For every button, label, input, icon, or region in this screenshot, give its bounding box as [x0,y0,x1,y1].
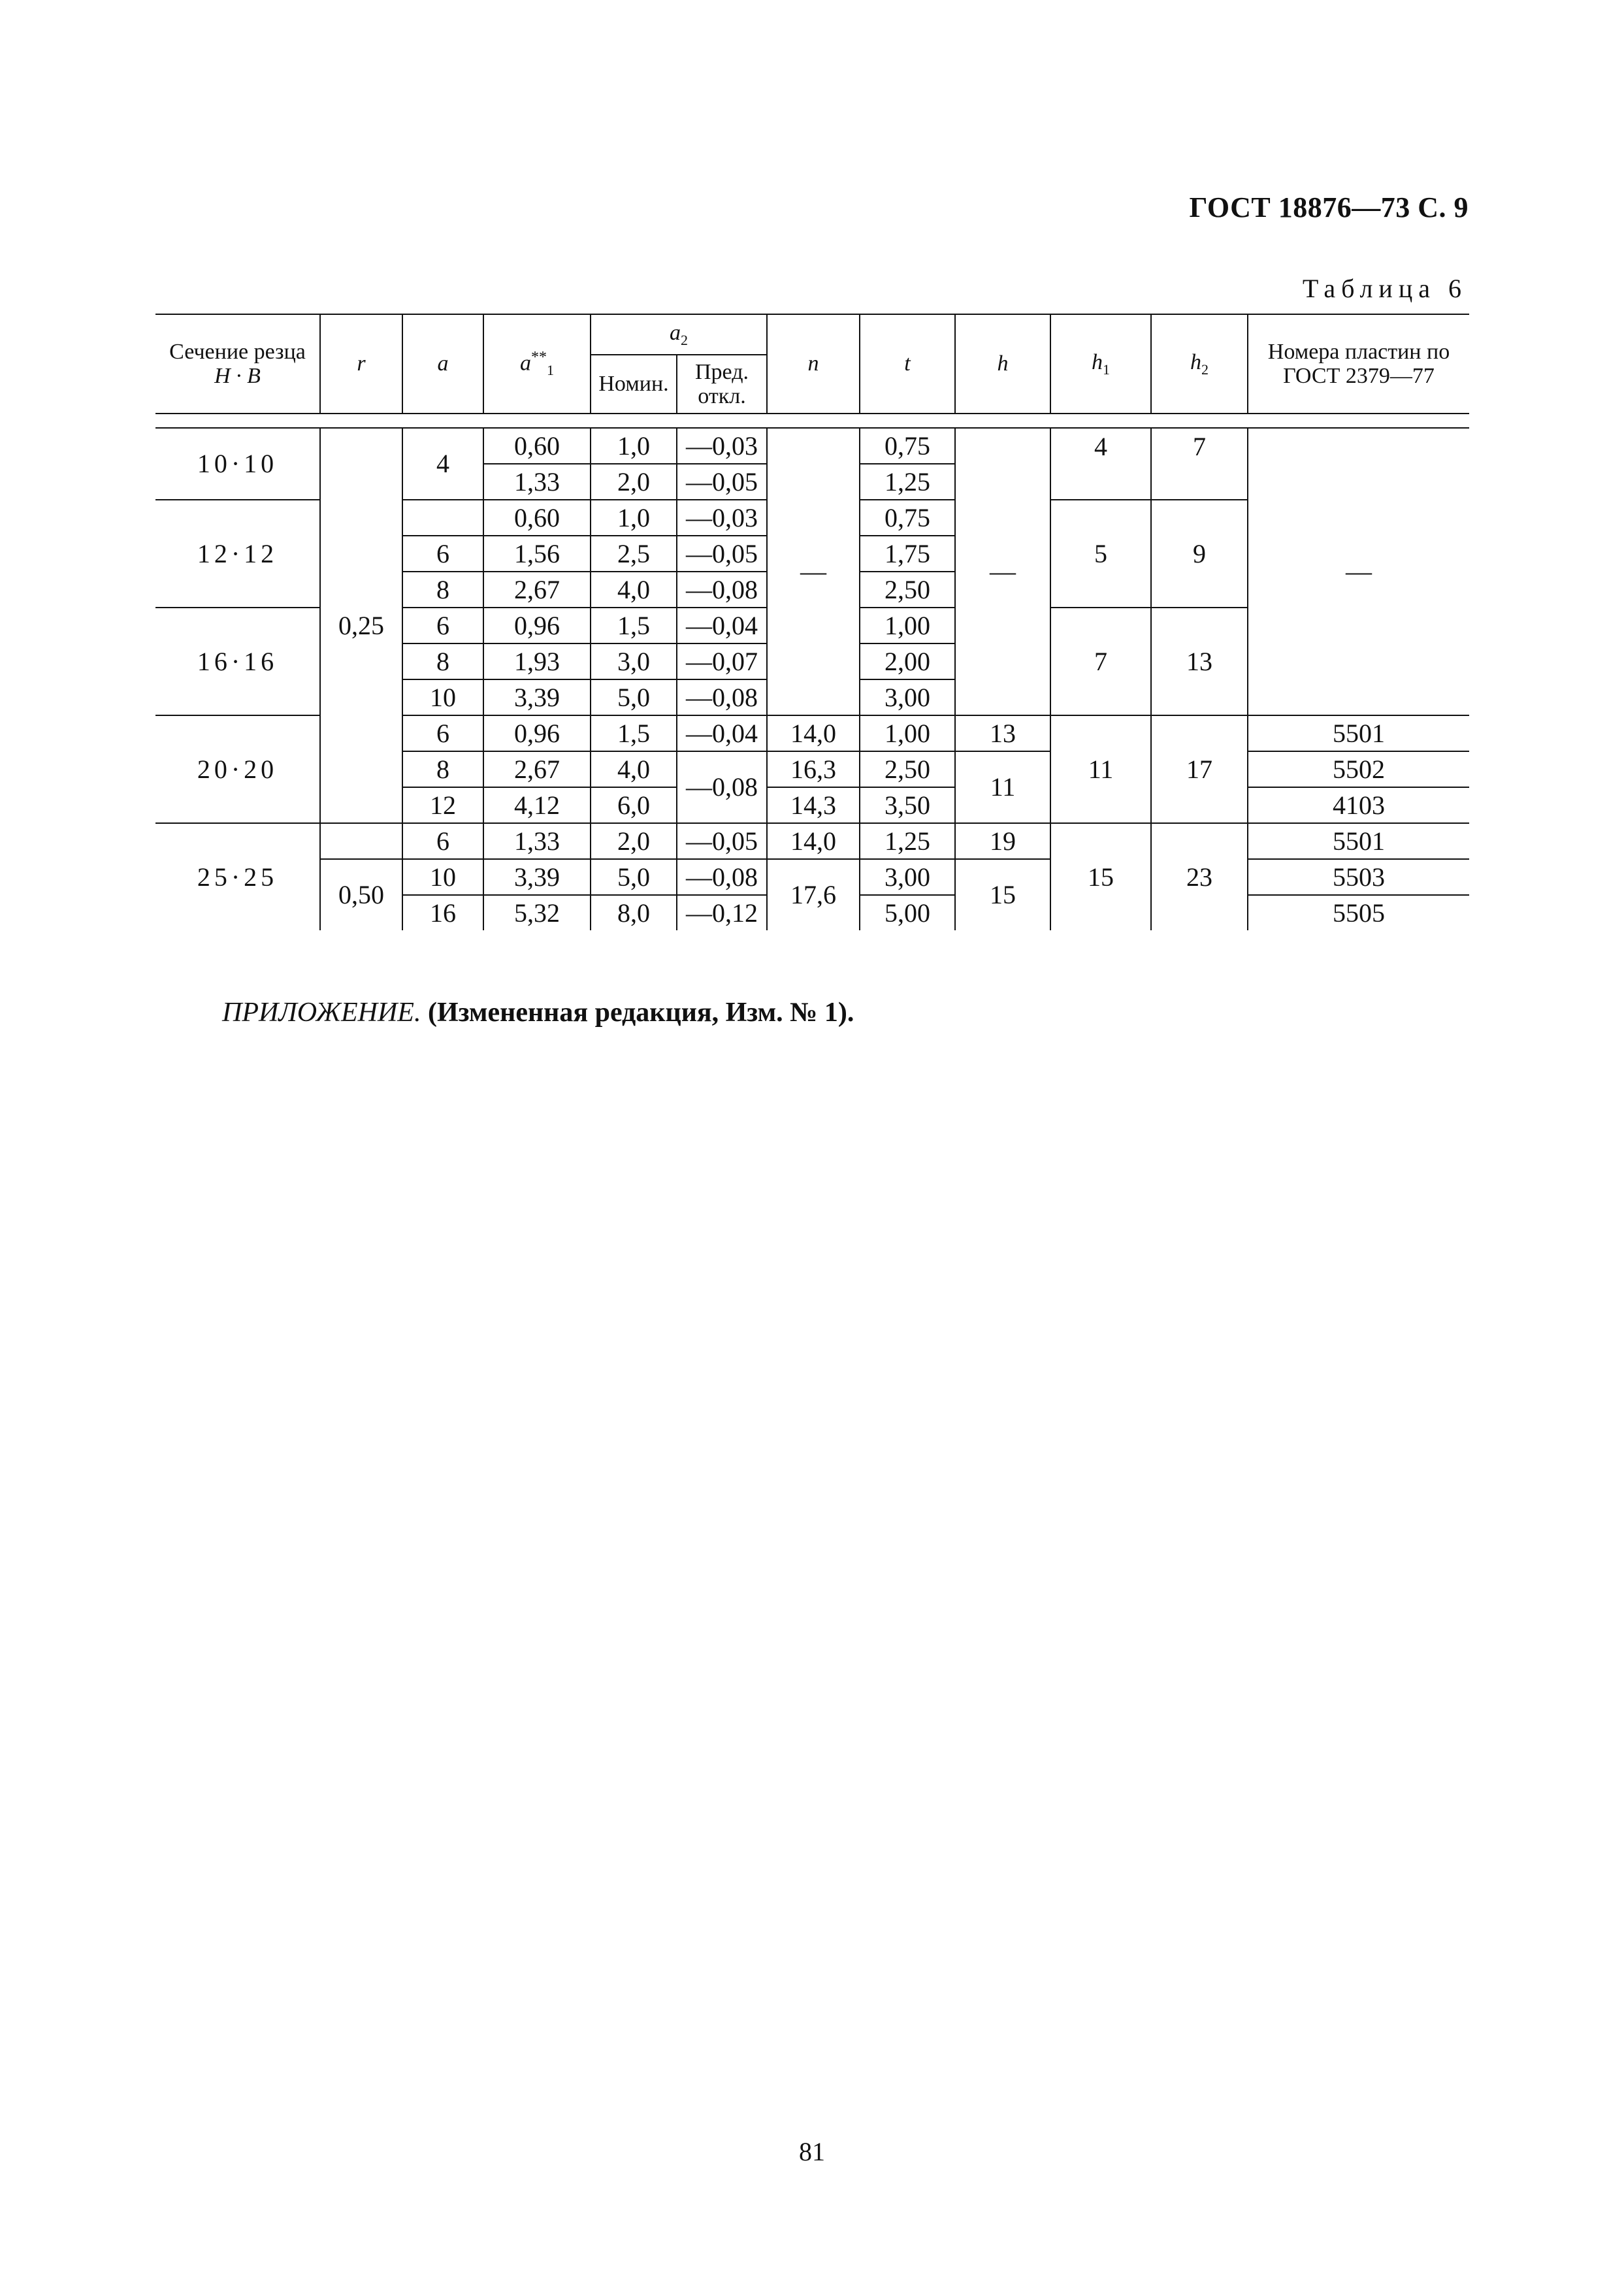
page-number: 81 [799,2137,825,2166]
col-t-header: t [860,314,955,414]
a1-cell: 5,32 [483,895,591,930]
h2-symbol: h [1190,350,1201,374]
t-cell: 1,75 [860,536,955,572]
table-row [155,428,1469,464]
table-row [155,859,1469,895]
a-cell: 8 [402,751,483,787]
r-cell: 0,50 [320,859,402,930]
a1-cell: 0,60 [483,428,591,464]
h1-cell: 11 [1050,715,1151,823]
h-cell: 15 [955,859,1050,930]
a-cell: 8 [402,643,483,679]
a1-cell: 2,67 [483,751,591,787]
tolerance-cell: —0,08 [677,751,767,823]
page-header: ГОСТ 18876—73 С. 9 [1189,191,1469,223]
h1-sub: 1 [1103,361,1110,378]
n-cell: 17,6 [767,859,860,930]
t-cell: 5,00 [860,895,955,930]
h-cell: — [955,428,1050,715]
nominal-cell: 2,5 [591,536,677,572]
t-cell: 1,00 [860,608,955,643]
a1-sub: 1 [547,362,554,379]
a-cell: 16 [402,895,483,930]
appendix-note [222,997,854,1028]
col-plates-header: Номера пластин по ГОСТ 2379—77 [1248,314,1469,414]
header-row-top [155,314,1469,355]
tolerance-cell: —0,05 [677,536,767,572]
t-cell: 2,50 [860,572,955,608]
a-cell: 10 [402,859,483,895]
tolerance-cell: —0,04 [677,608,767,643]
h2-cell: 7 [1151,428,1248,500]
h1-cell: 5 [1050,500,1151,608]
t-cell: 2,00 [860,643,955,679]
nominal-cell: 1,5 [591,608,677,643]
col-a-header: a [402,314,483,414]
section-cell: 20·20 [155,715,320,823]
h1-cell: 4 [1050,428,1151,500]
a2-symbol: a [670,321,681,345]
t-cell: 0,75 [860,500,955,536]
n-cell: 14,0 [767,823,860,859]
nominal-cell: 8,0 [591,895,677,930]
table-row [155,823,1469,859]
n-cell: 16,3 [767,751,860,787]
section-label: Сечение резца [169,339,306,364]
nominal-cell: 4,0 [591,572,677,608]
a1-cell: 0,96 [483,715,591,751]
plate-cell: 4103 [1248,787,1469,823]
tolerance-cell: —0,12 [677,895,767,930]
n-cell: — [767,428,860,715]
nominal-cell: 1,5 [591,715,677,751]
nominal-cell: 1,0 [591,500,677,536]
a-cell: 12 [402,787,483,823]
col-r-header: r [320,314,402,414]
h1-cell: 7 [1050,608,1151,715]
r-cell: 0,25 [320,428,402,823]
table-caption: Таблица 6 [1302,274,1467,303]
appendix-text: (Измененная редакция, Изм. № 1). [421,998,854,1028]
tolerance-cell: —0,08 [677,859,767,895]
a-cell: 6 [402,823,483,859]
nominal-cell: 4,0 [591,751,677,787]
a-cell: 8 [402,572,483,608]
header-separator [155,414,1469,428]
section-cell: 12·12 [155,500,320,608]
t-cell: 3,00 [860,679,955,715]
n-cell: 14,3 [767,787,860,823]
h1-cell: 15 [1050,823,1151,930]
col-a2-header [591,314,767,355]
a-cell: 6 [402,536,483,572]
a-cell: 10 [402,679,483,715]
a2-sub: 2 [681,331,688,348]
plate-cell: 5505 [1248,895,1469,930]
col-nominal-header: Номин. [591,355,677,414]
a1-cell: 2,67 [483,572,591,608]
a1-cell: 1,33 [483,823,591,859]
a-cell-empty [402,500,483,536]
nominal-cell: 2,0 [591,823,677,859]
t-cell: 1,25 [860,464,955,500]
n-cell: 14,0 [767,715,860,751]
nominal-cell: 1,0 [591,428,677,464]
plate-cell: 5503 [1248,859,1469,895]
t-cell: 3,50 [860,787,955,823]
r-cell-empty [320,823,402,859]
appendix-label: ПРИЛОЖЕНИЕ. [222,998,421,1028]
t-cell: 0,75 [860,428,955,464]
a1-sup: ** [531,349,547,366]
section-cell: 10·10 [155,428,320,500]
t-cell: 2,50 [860,751,955,787]
tolerance-cell: —0,05 [677,464,767,500]
section-cell: 25·25 [155,823,320,930]
section-cell: 16·16 [155,608,320,715]
col-tolerance-header: Пред. откл. [677,355,767,414]
tolerance-cell: —0,07 [677,643,767,679]
col-n-header: n [767,314,860,414]
plate-cell: 5501 [1248,823,1469,859]
a1-cell: 0,60 [483,500,591,536]
a1-cell: 4,12 [483,787,591,823]
h1-symbol: h [1092,350,1103,374]
a1-cell: 1,33 [483,464,591,500]
h2-cell: 9 [1151,500,1248,608]
a1-symbol: a [520,351,531,376]
h-cell: 13 [955,715,1050,751]
a1-cell: 1,93 [483,643,591,679]
plate-cell: 5501 [1248,715,1469,751]
tolerance-cell: —0,08 [677,572,767,608]
a-cell: 6 [402,715,483,751]
data-table [155,314,1469,930]
t-cell: 1,25 [860,823,955,859]
tolerance-cell: —0,05 [677,823,767,859]
plate-cell: — [1248,428,1469,715]
h2-cell: 17 [1151,715,1248,823]
tolerance-cell: —0,04 [677,715,767,751]
h2-cell: 23 [1151,823,1248,930]
h-cell: 11 [955,751,1050,823]
a1-cell: 3,39 [483,859,591,895]
nominal-cell: 2,0 [591,464,677,500]
t-cell: 3,00 [860,859,955,895]
a-cell: 4 [402,428,483,500]
a1-cell: 3,39 [483,679,591,715]
a1-cell: 1,56 [483,536,591,572]
t-cell: 1,00 [860,715,955,751]
nominal-cell: 6,0 [591,787,677,823]
a-cell: 6 [402,608,483,643]
tolerance-cell: —0,08 [677,679,767,715]
nominal-cell: 3,0 [591,643,677,679]
col-a1-header [483,314,591,414]
col-h1-header [1050,314,1151,414]
col-h-header: h [955,314,1050,414]
nominal-cell: 5,0 [591,679,677,715]
nominal-cell: 5,0 [591,859,677,895]
separator-line [155,414,1469,428]
h2-cell: 13 [1151,608,1248,715]
col-h2-header [1151,314,1248,414]
h-cell: 19 [955,823,1050,859]
section-formula: H · B [214,364,261,388]
h2-sub: 2 [1201,361,1209,378]
plate-cell: 5502 [1248,751,1469,787]
tolerance-cell: —0,03 [677,428,767,464]
col-section-header [155,314,320,414]
a1-cell: 0,96 [483,608,591,643]
tolerance-cell: —0,03 [677,500,767,536]
